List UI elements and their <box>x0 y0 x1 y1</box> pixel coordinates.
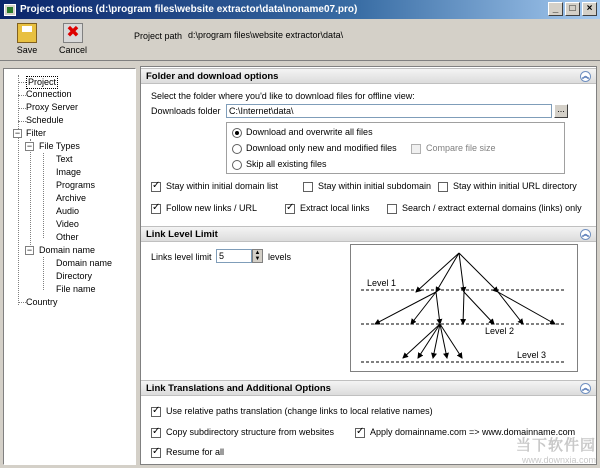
search-external-label: Search / extract external domains (links) only <box>402 203 582 213</box>
links-level-label: Links level limit <box>151 252 212 262</box>
copy-subdir-checkbox[interactable] <box>151 428 161 438</box>
stay-subdomain-checkbox[interactable] <box>303 182 313 192</box>
links-level-spinner[interactable] <box>252 249 263 263</box>
radio-skip-label: Skip all existing files <box>246 159 327 169</box>
compare-size-checkbox[interactable] <box>411 144 421 154</box>
tree-item-country[interactable]: Country <box>26 297 58 307</box>
apply-domain-label: Apply domainname.com => www.domainname.com <box>370 427 576 437</box>
levels-unit: levels <box>268 252 292 262</box>
tree-item-archive[interactable]: Archive <box>56 193 87 203</box>
link-level-diagram <box>350 244 578 372</box>
options-panel <box>140 66 597 465</box>
link-level-section-header[interactable] <box>141 226 596 242</box>
save-label: Save <box>16 45 38 55</box>
folder-instruction: Select the folder where you'd like to download files for offline view: <box>151 91 415 101</box>
save-button[interactable] <box>6 22 48 58</box>
project-path-label: Project path <box>134 31 183 41</box>
tree-connector <box>18 108 26 109</box>
tree-connector <box>18 302 26 303</box>
radio-skip[interactable] <box>232 160 242 170</box>
translations-section-title: Link Translations and Additional Options <box>146 383 331 394</box>
window-title: Project options (d:\program files\website extractor\data\noname07.pro) <box>20 4 358 15</box>
cancel-x-icon: ✖ <box>63 23 83 43</box>
maximize-button[interactable]: □ <box>565 2 580 16</box>
collapse-icon[interactable]: ︽ <box>582 231 589 238</box>
minimize-button[interactable]: _ <box>548 2 563 16</box>
filter-collapse-toggle[interactable]: − <box>14 128 21 138</box>
watermark-line1: 当下软件园 <box>515 437 596 454</box>
radio-new-modified-label: Download only new and modified files <box>246 143 397 153</box>
spin-up-icon[interactable]: ▲ <box>254 250 261 256</box>
collapse-icon[interactable]: ︽ <box>582 73 589 80</box>
tree-item-domain-name[interactable]: Domain name <box>39 245 96 255</box>
stay-subdomain-label: Stay within initial subdomain <box>318 181 432 191</box>
folder-section-title: Folder and download options <box>146 71 279 82</box>
level2-label: Level 2 <box>485 326 515 336</box>
tree-connector <box>43 257 44 290</box>
tree-connector <box>43 153 44 238</box>
tree-connector <box>18 121 26 122</box>
stay-url-dir-label: Stay within initial URL directory <box>453 181 577 191</box>
tree-item-file-types[interactable]: File Types <box>39 141 80 151</box>
download-mode-group <box>226 122 565 174</box>
level3-label: Level 3 <box>517 350 547 360</box>
relative-paths-label: Use relative paths translation (change links to local relative names) <box>166 406 433 416</box>
link-tree-graphic <box>351 245 577 371</box>
app-icon <box>4 4 16 16</box>
search-external-checkbox[interactable] <box>387 204 397 214</box>
link-level-section-title: Link Level Limit <box>146 229 218 240</box>
tree-item-filter[interactable]: Filter <box>26 128 46 138</box>
radio-overwrite-label: Download and overwrite all files <box>246 127 373 137</box>
translations-section-header[interactable] <box>141 380 596 396</box>
resume-label: Resume for all <box>166 447 225 457</box>
tree-item-audio[interactable]: Audio <box>56 206 80 216</box>
tree-connector <box>18 95 26 96</box>
link-arrows <box>375 253 555 358</box>
options-tree <box>3 68 136 465</box>
compare-size-label: Compare file size <box>426 143 496 153</box>
project-path-value: d:\program files\website extractor\data\ <box>188 30 344 40</box>
radio-overwrite[interactable] <box>232 128 242 138</box>
cancel-label: Cancel <box>58 45 87 55</box>
window-controls <box>548 2 597 16</box>
downloads-folder-input[interactable]: C:\Internet\data\ <box>226 104 552 118</box>
level1-label: Level 1 <box>367 278 397 288</box>
tree-item-image[interactable]: Image <box>56 167 82 177</box>
extract-local-label: Extract local links <box>300 203 370 213</box>
downloads-folder-label: Downloads folder <box>151 106 221 116</box>
radio-new-modified[interactable] <box>232 144 242 154</box>
spin-down-icon[interactable]: ▼ <box>254 256 261 262</box>
tree-connector <box>18 75 19 305</box>
extract-local-checkbox[interactable] <box>285 204 295 214</box>
floppy-disk-icon <box>17 23 37 43</box>
watermark-line2: www.downxia.com <box>521 455 596 465</box>
follow-links-label: Follow new links / URL <box>166 203 258 213</box>
cancel-button[interactable] <box>52 22 94 58</box>
apply-domain-checkbox[interactable] <box>355 428 365 438</box>
watermark <box>516 434 596 465</box>
stay-url-dir-checkbox[interactable] <box>438 182 448 192</box>
tree-item-video[interactable]: Video <box>56 219 79 229</box>
tree-item-project[interactable]: Project <box>28 77 57 87</box>
follow-links-checkbox[interactable] <box>151 204 161 214</box>
browse-button[interactable]: ... <box>554 104 568 118</box>
domain-name-collapse-toggle[interactable]: − <box>26 245 33 255</box>
resume-checkbox[interactable] <box>151 448 161 458</box>
stay-domain-list-label: Stay within initial domain list <box>166 181 279 191</box>
relative-paths-checkbox[interactable] <box>151 407 161 417</box>
tree-item-directory[interactable]: Directory <box>56 271 93 281</box>
close-button[interactable]: × <box>582 2 597 16</box>
tree-item-proxy-server[interactable]: Proxy Server <box>26 102 79 112</box>
tree-connector <box>18 82 26 83</box>
tree-item-text[interactable]: Text <box>56 154 73 164</box>
toolbar <box>0 19 600 61</box>
tree-item-connection[interactable]: Connection <box>26 89 72 99</box>
tree-item-file-name[interactable]: File name <box>56 284 96 294</box>
folder-section-header[interactable] <box>141 68 596 84</box>
stay-domain-list-checkbox[interactable] <box>151 182 161 192</box>
tree-item-programs[interactable]: Programs <box>56 180 96 190</box>
tree-connector <box>30 139 31 251</box>
tree-item-domain-name-child[interactable]: Domain name <box>56 258 113 268</box>
file-types-collapse-toggle[interactable]: − <box>26 141 33 151</box>
collapse-icon[interactable]: ︽ <box>582 385 589 392</box>
copy-subdir-label: Copy subdirectory structure from websites <box>166 427 335 437</box>
links-level-input[interactable]: 5 <box>216 249 252 263</box>
tree-item-other[interactable]: Other <box>56 232 79 242</box>
title-bar <box>0 0 600 19</box>
tree-item-schedule[interactable]: Schedule <box>26 115 64 125</box>
